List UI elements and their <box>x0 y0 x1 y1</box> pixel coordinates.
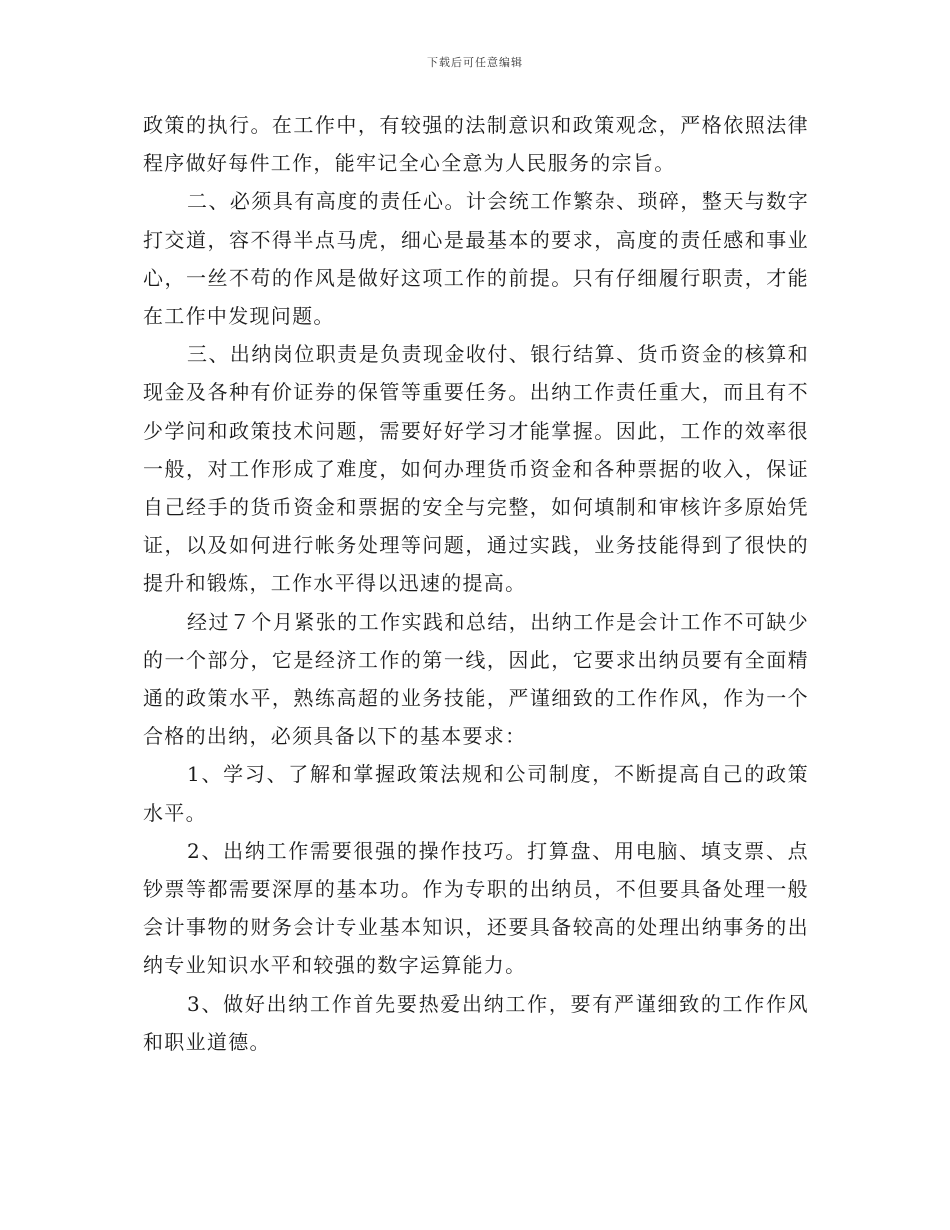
paragraph-5: 1、学习、了解和掌握政策法规和公司制度，不断提高自己的政策水平。 <box>143 762 809 825</box>
paragraph-6: 2、出纳工作需要很强的操作技巧。打算盘、用电脑、填支票、点钞票等都需要深厚的基本功。作为专职的出纳员，不但要具备处理一般会计事物的财务会计专业基本知识，还要具备较高的处理出纳事务的出纳专业知识水平和较强的数字运算能力。 <box>143 838 809 978</box>
page-header-note: 下载后可任意编辑 <box>427 56 523 69</box>
paragraph-1: 政策的执行。在工作中，有较强的法制意识和政策观念，严格依照法律程序做好每件工作，能牢记全心全意为人民服务的宗旨。 <box>143 113 809 176</box>
document-body <box>143 106 809 1061</box>
paragraph-3: 三、出纳岗位职责是负责现金收付、银行结算、货币资金的核算和现金及各种有价证券的保管等重要任务。出纳工作责任重大，而且有不少学问和政策技术问题，需要好好学习才能掌握。因此，工作的效率很一般，对工作形成了难度，如何办理货币资金和各种票据的收入，保证自己经手的货币资金和票据的安全与完整，如何填制和审核许多原始凭证，以及如何进行帐务处理等问题，通过实践，业务技能得到了很快的提升和锻炼，工作水平得以迅速的提高。 <box>143 342 809 596</box>
paragraph-2: 二、必须具有高度的责任心。计会统工作繁杂、琐碎，整天与数字打交道，容不得半点马虎，细心是最基本的要求，高度的责任感和事业心，一丝不苟的作风是做好这项工作的前提。只有仔细履行职责，才能在工作中发现问题。 <box>143 189 809 329</box>
paragraph-7: 3、做好出纳工作首先要热爱出纳工作，要有严谨细致的工作作风和职业道德。 <box>143 991 809 1054</box>
paragraph-4: 经过７个月紧张的工作实践和总结，出纳工作是会计工作不可缺少的一个部分，它是经济工作的第一线，因此，它要求出纳员要有全面精通的政策水平，熟练高超的业务技能，严谨细致的工作作风，作为一个合格的出纳，必须具备以下的基本要求： <box>143 609 809 749</box>
